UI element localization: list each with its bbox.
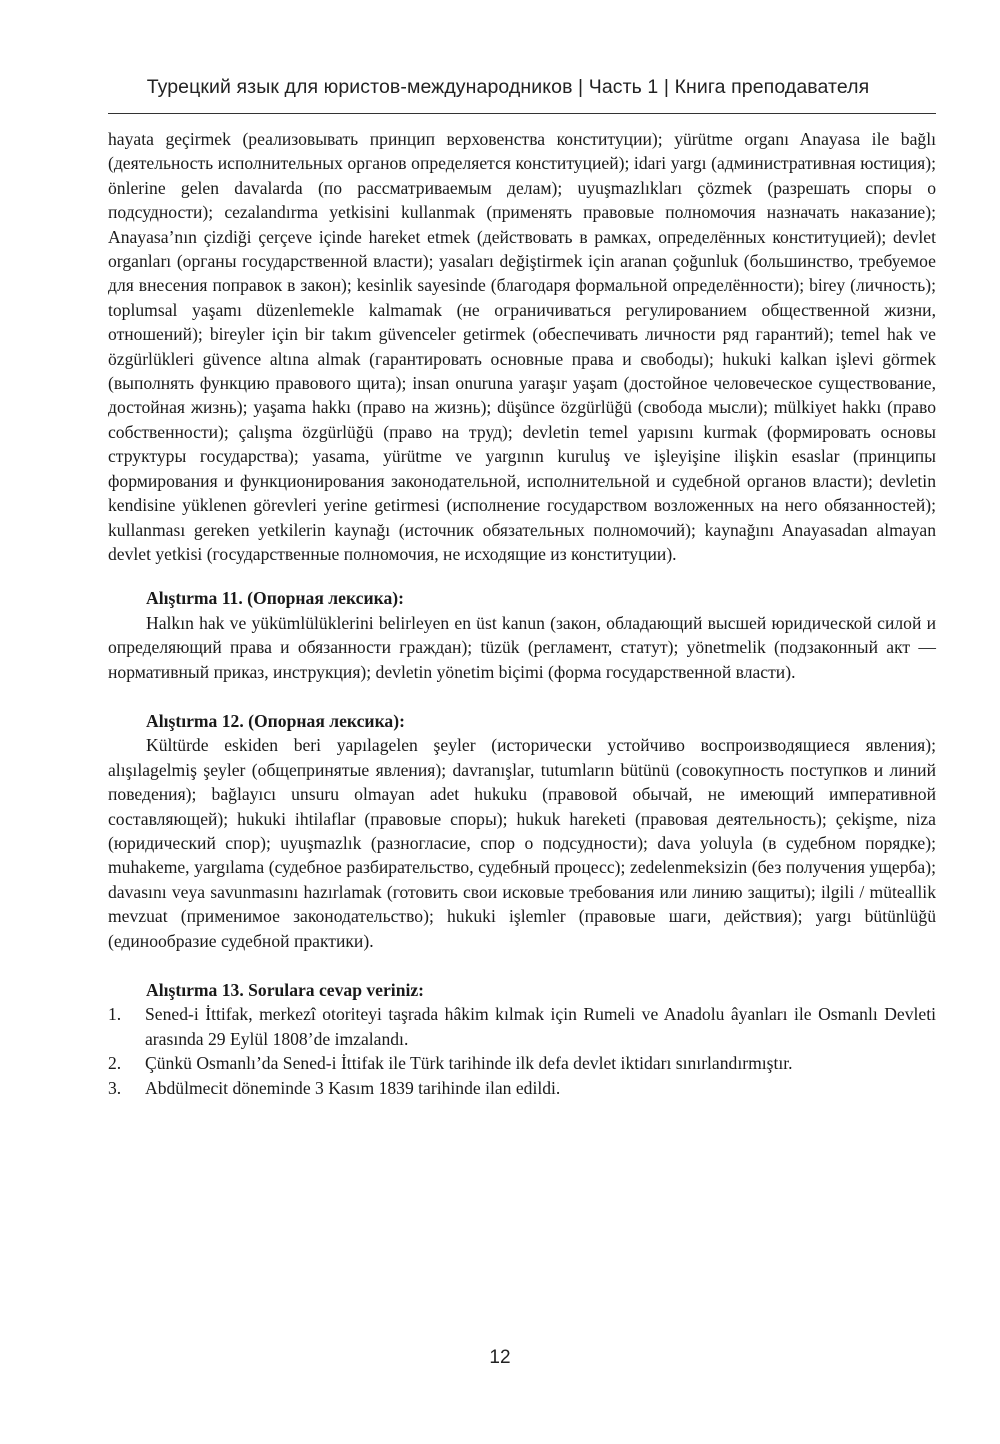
answer-item: [108, 1002, 936, 1051]
answer-text: Çünkü Osmanlı’da Sened-i İttifak ile Türk tarihinde ilk defa devlet iktidarı sınırlandırmıştır.: [145, 1053, 793, 1074]
answer-item: [108, 1051, 936, 1075]
exercise-13-title: Alıştırma 13. Sorulara cevap veriniz:: [146, 980, 425, 1000]
answer-text: Sened-i İttifak, merkezî otoriteyi taşrada hâkim kılmak için Rumeli ve Anadolu âyanları ile Osmanlı Devleti arasında 29 Eylül 1808’de imzalandı.: [145, 1004, 936, 1049]
exercise-11-text: Halkın hak ve yükümlülüklerini belirleyen en üst kanun (закон, обладающий высшей юридической силой и определяющий права и обязанности граждан); tüzük (регламент, статут); yönetmelik (подзаконный акт — нормативный приказ, инструкция); devletin yönetim biçimi (форма государственной власти).: [108, 612, 936, 682]
answer-text: Abdülmecit döneminde 3 Kasım 1839 tarihinde ilan edildi.: [145, 1077, 561, 1098]
header-divider: [108, 113, 936, 114]
exercise-11-title: Alıştırma 11. (Опорная лексика):: [146, 588, 404, 609]
exercise-12-text: Kültürde eskiden beri yapılagelen şeyler (исторически устойчиво воспроизводящиеся явления); alışılagelmiş şeyler (общепринятые явления); davranışlar, tutumların bütünü (совокупность поступков и линий поведения); bağlayıcı unsuru olmayan adet hukuku (правовой обычай, не имеющий императивной составляющей); hukuki ihtilaflar (правовые споры); hukuk hareketi (правовая деятельность); çekişme, niza (юридический спор); uyuşmazlık (разногласие, спор о подсудности); dava yoluyla (в судебном порядке); muhakeme, yargılama (судебное разбирательство, судебный процесс); zedelenmeksizin (без получения ущерба); davasını veya savunmasını hazırlamak (готовить свои исковые требования или линию защиты); ilgili / müteallik mevzuat (применимое законодательство); hukuki işlemler (правовые шаги, действия); yargı bütünlüğü (единообразие судебной практики).: [108, 735, 936, 951]
running-header: Турецкий язык для юристов-международников | Часть 1 | Книга преподавателя: [146, 76, 870, 98]
body-text: [108, 127, 936, 1100]
answer-number: 2.: [108, 1053, 122, 1074]
page-number: 12: [489, 1347, 511, 1368]
answer-number: 3.: [108, 1077, 122, 1098]
intro-paragraph: hayata geçirmek (реализовывать принцип верховенства конституции); yürütme organı Anayasa ile bağlı (деятельность исполнительных органов определяется конституцией); idari yargı (административная юстиция); önlerine gelen davalarda (по рассматриваемым делам); uyuşmazlıkları çözmek (разрешать споры о подсудности); cezalandırma yetkisini kullanmak (применять правовые полномочия назначать наказание); Anayasa’nın çizdiği çerçeve içinde hareket etmek (действовать в рамках, определённых конституцией); devlet organları (органы государственной власти); yasaları değiştirmek için aranan çoğunluk (большинство, требуемое для внесения поправок в закон); kesinlik sayesinde (благодаря формальной определённости); birey (личность); toplumsal yaşamı düzenlemekle kalmamak (не ограничиваться регулированием общественной жизни, отношений); bireyler için bir takım güvenceler getirmek (обеспечивать личности ряд гарантий); temel hak ve özgürlükleri güvence altına almak (гарантировать основные права и свободы); hukuki kalkan işlevi görmek (выполнять функцию правового щита); insan onuruna yaraşır yaşam (достойное человеческое существование, достойная жизнь); yaşama hakkı (право на жизнь); düşünce özgürlüğü (свобода мысли); mülkiyet hakkı (право собственности); çalışma özgürlüğü (право на труд); devletin temel yapısını kurmak (формировать основы структуры государства); yasama, yürütme ve yargının kuruluş ve işleyişine ilişkin esaslar (принципы формирования и функционирования законодательной, исполнительной и судебной органов власти); devletin kendisine yüklenen görevleri yerine getirmesi (исполнение государством возложенных на него обязанностей); kullanması gereken yetkilerin kaynağı (источник обязательных полномочий); kaynağını Anayasadan almayan devlet yetkisi (государственные полномочия, не исходящие из конституции).: [108, 129, 936, 564]
answer-number: 1.: [108, 1004, 122, 1025]
answer-item: [108, 1076, 936, 1100]
exercise-12-title: Alıştırma 12. (Опорная лексика):: [146, 710, 405, 731]
answer-list: [108, 1002, 936, 1100]
